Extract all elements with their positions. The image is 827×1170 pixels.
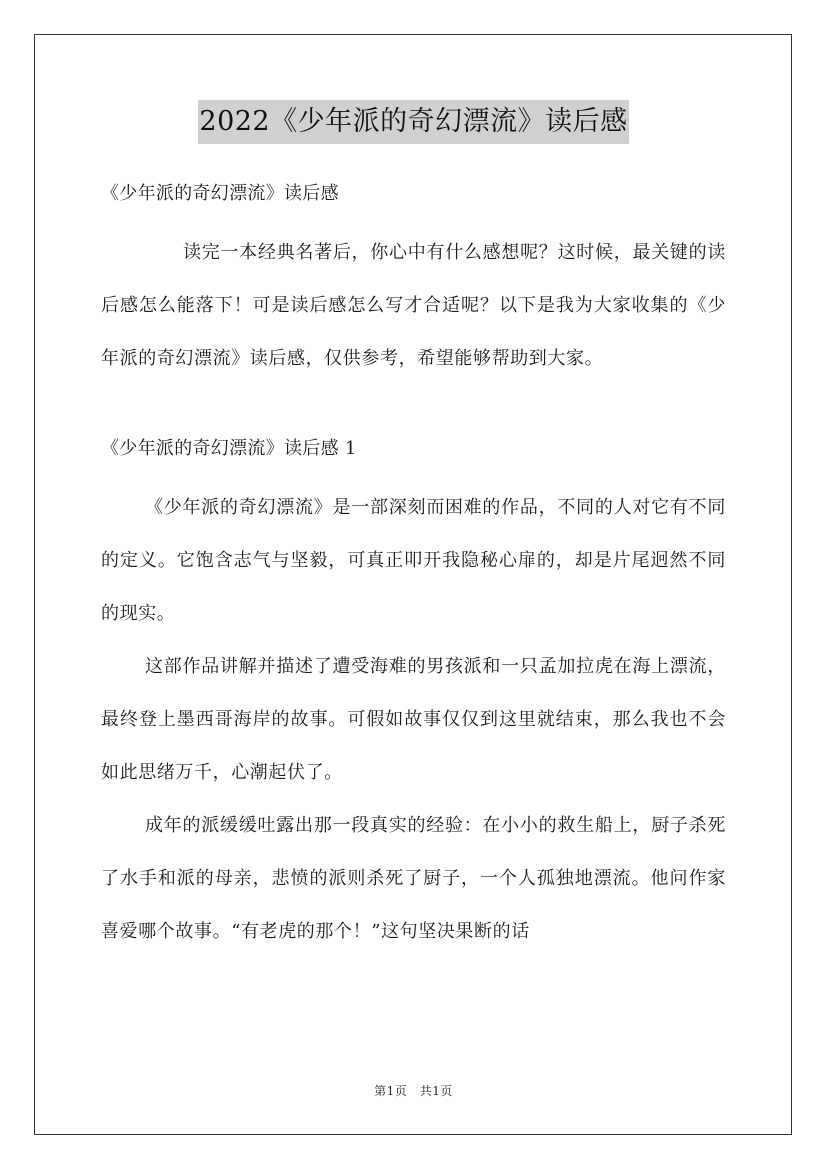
page-footer: 第1页 共1页 [374,1084,453,1098]
spacer [101,216,726,226]
document-body [101,172,726,958]
section1-paragraph-1: 《少年派的奇幻漂流》是一部深刻而困难的作品，不同的人对它有不同的定义。它饱含志气与坚毅，可真正叩开我隐秘心扉的，却是片尾迥然不同的现实。 [101,497,726,624]
intro-subheading: 《少年派的奇幻漂流》读后感 [101,183,339,204]
title-container [0,100,827,144]
section1-heading: 《少年派的奇幻漂流》读后感 1 [101,438,357,459]
section1-paragraph-3: 成年的派缓缓吐露出那一段真实的经验：在小小的救生船上，厨子杀死了水手和派的母亲，悲愤的派则杀死了厨子，一个人孤独地漂流。他问作家喜爱哪个故事。“有老虎的那个！”这句坚决果断的话 [101,815,726,942]
section1-paragraph-2: 这部作品讲解并描述了遭受海难的男孩派和一只孟加拉虎在海上漂流，最终登上墨西哥海岸的故事。可假如故事仅仅到这里就结束，那么我也不会如此思绪万千，心潮起伏了。 [101,656,726,783]
document-title: 2022《少年派的奇幻漂流》读后感 [198,100,628,144]
spacer [101,385,726,427]
intro-paragraph: 读完一本经典名著后，你心中有什么感想呢？这时候，最关键的读后感怎么能落下！可是读后感怎么写才合适呢？以下是我为大家收集的《少年派的奇幻漂流》读后感，仅供参考，希望能够帮助到大家。 [101,242,726,369]
spacer [101,471,726,481]
